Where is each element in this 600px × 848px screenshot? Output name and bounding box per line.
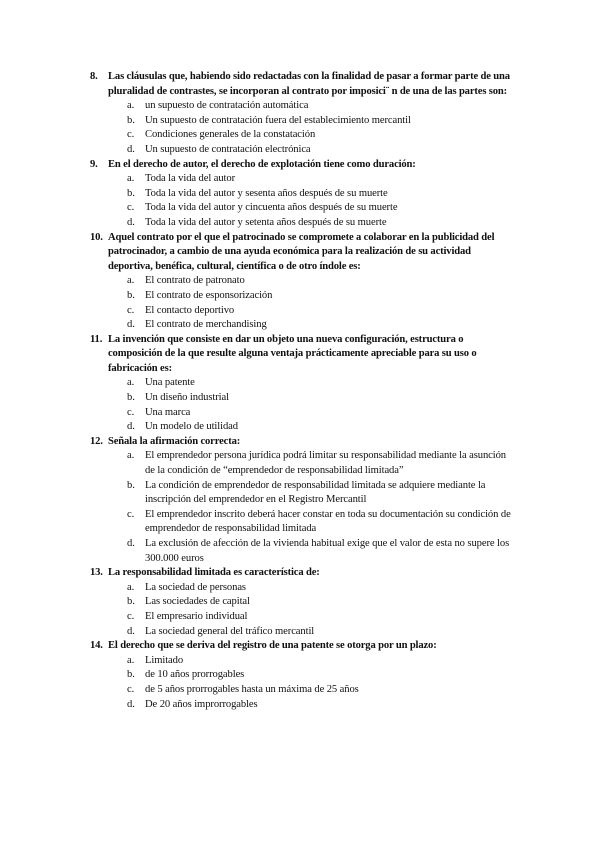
question-text: Aquel contrato por el que el patrocinado se compromete a colaborar en la publicidad del patrocinador, a cambio de una ayuda económica para la realización de su actividad deportiva, benéfica, cultural, científica o de otro índole es:: [108, 231, 495, 272]
option-letter: c.: [127, 610, 135, 622]
option-c: [0, 128, 600, 143]
option-c: [0, 610, 600, 625]
question-10: [0, 231, 600, 333]
question-number: 9.: [90, 158, 98, 170]
option-letter: b.: [127, 187, 135, 199]
option-a: [0, 274, 600, 289]
question-9: [0, 158, 600, 231]
option-text: La condición de emprendedor de responsabilidad limitada se adquiere mediante la inscripción del emprendedor en el Registro Mercantil: [145, 479, 486, 506]
option-letter: a.: [127, 581, 135, 593]
answer-options: [0, 172, 600, 230]
option-d: [0, 625, 600, 640]
exam-page: [0, 70, 600, 712]
option-letter: b.: [127, 479, 135, 491]
option-c: [0, 683, 600, 698]
option-d: [0, 537, 600, 566]
option-b: [0, 668, 600, 683]
option-text: Condiciones generales de la constatación: [145, 129, 316, 141]
option-letter: c.: [127, 406, 135, 418]
option-d: [0, 420, 600, 435]
option-d: [0, 698, 600, 713]
option-b: [0, 114, 600, 129]
option-letter: c.: [127, 683, 135, 695]
question-number: 8.: [90, 71, 98, 82]
option-text: El emprendedor inscrito deberá hacer constar en toda su documentación su condición de emprendedor de responsabilidad limitada: [145, 508, 511, 535]
question-header: [0, 639, 600, 654]
option-b: [0, 187, 600, 202]
option-text: de 5 años prorrogables hasta un máxima de 25 años: [145, 683, 359, 695]
question-header: [0, 435, 600, 450]
option-text: La exclusión de afección de la vivienda habitual exige que el valor de esta no supere los 300.000 euros: [145, 538, 510, 564]
option-text: El empresario individual: [145, 610, 248, 622]
option-letter: a.: [127, 173, 135, 185]
option-text: El contrato de patronato: [145, 275, 245, 287]
option-a: [0, 449, 600, 478]
question-header: [0, 231, 600, 275]
option-d: [0, 143, 600, 158]
option-b: [0, 479, 600, 508]
answer-options: [0, 99, 600, 157]
option-letter: a.: [127, 275, 135, 287]
question-number: 12.: [90, 435, 103, 447]
question-14: [0, 639, 600, 712]
question-header: [0, 158, 600, 173]
option-text: Una marca: [145, 406, 191, 418]
option-text: Las sociedades de capital: [145, 596, 250, 608]
option-text: El emprendedor persona jurídica podrá limitar su responsabilidad mediante la asunción de la condición de “emprendedor de responsabilidad limitada”: [145, 450, 506, 477]
question-13: [0, 566, 600, 639]
option-text: Un diseño industrial: [145, 392, 229, 404]
question-number: 14.: [90, 640, 103, 652]
question-text: El derecho que se deriva del registro de una patente se otorga por un plazo:: [108, 640, 437, 652]
option-b: [0, 391, 600, 406]
option-letter: d.: [127, 538, 135, 549]
option-letter: b.: [127, 669, 135, 681]
question-11: [0, 333, 600, 435]
option-letter: d.: [127, 319, 135, 331]
option-text: El contrato de merchandising: [145, 319, 267, 331]
answer-options: [0, 581, 600, 639]
option-b: [0, 289, 600, 304]
option-text: De 20 años improrrogables: [145, 698, 258, 710]
option-a: [0, 376, 600, 391]
question-text: Señala la afirmación correcta:: [108, 435, 241, 447]
option-letter: b.: [127, 114, 135, 126]
option-letter: c.: [127, 508, 135, 520]
question-text: La invención que consiste en dar un objeto una nueva configuración, estructura o composición de la que resulte alguna ventaja prácticamente apreciable para su uso o fabricación es:: [108, 333, 477, 374]
question-number: 13.: [90, 567, 103, 579]
question-text: La responsabilidad limitada es característica de:: [108, 567, 320, 579]
option-letter: d.: [127, 698, 135, 710]
option-b: [0, 595, 600, 610]
option-text: un supuesto de contratación automática: [145, 100, 309, 112]
option-c: [0, 304, 600, 319]
option-text: Toda la vida del autor y setenta años después de su muerte: [145, 216, 387, 228]
option-letter: a.: [127, 450, 135, 462]
option-text: La sociedad de personas: [145, 581, 246, 593]
option-a: [0, 654, 600, 669]
option-letter: a.: [127, 100, 135, 112]
question-number: 11.: [90, 333, 103, 345]
question-8: [0, 70, 600, 158]
option-c: [0, 201, 600, 216]
question-number: 10.: [90, 231, 103, 243]
option-c: [0, 508, 600, 537]
option-letter: b.: [127, 289, 135, 301]
option-text: Toda la vida del autor y cincuenta años después de su muerte: [145, 202, 398, 214]
option-text: El contacto deportivo: [145, 304, 235, 316]
question-text: En el derecho de autor, el derecho de explotación tiene como duración:: [108, 158, 416, 170]
option-letter: d.: [127, 216, 135, 228]
option-a: [0, 99, 600, 114]
option-text: Un modelo de utilidad: [145, 421, 238, 433]
question-12: [0, 435, 600, 566]
option-letter: b.: [127, 392, 135, 404]
option-letter: d.: [127, 143, 135, 155]
option-letter: c.: [127, 304, 135, 316]
option-letter: d.: [127, 421, 135, 433]
option-letter: c.: [127, 202, 135, 214]
option-letter: a.: [127, 377, 135, 389]
question-header: [0, 566, 600, 581]
answer-options: [0, 376, 600, 434]
option-d: [0, 318, 600, 333]
option-text: Una patente: [145, 377, 195, 389]
option-text: Toda la vida del autor y sesenta años después de su muerte: [145, 187, 388, 199]
option-text: El contrato de esponsorización: [145, 289, 273, 301]
option-a: [0, 172, 600, 187]
option-text: La sociedad general del tráfico mercantil: [145, 625, 315, 637]
answer-options: [0, 654, 600, 712]
option-text: Limitado: [145, 654, 184, 666]
option-text: Un supuesto de contratación electrónica: [145, 143, 311, 155]
option-text: Un supuesto de contratación fuera del establecimiento mercantil: [145, 114, 411, 126]
answer-options: [0, 274, 600, 332]
option-letter: b.: [127, 596, 135, 608]
question-header: [0, 70, 600, 99]
option-a: [0, 581, 600, 596]
option-d: [0, 216, 600, 231]
option-letter: a.: [127, 654, 135, 666]
answer-options: [0, 449, 600, 566]
question-header: [0, 333, 600, 377]
option-text: Toda la vida del autor: [145, 173, 236, 185]
option-c: [0, 406, 600, 421]
question-text: Las cláusulas que, habiendo sido redactadas con la finalidad de pasar a formar parte de una pluralidad de contrastes, se incorporan al contrato por imposici¨ n de una de las partes son:: [108, 71, 510, 97]
option-letter: d.: [127, 625, 135, 637]
option-letter: c.: [127, 129, 135, 141]
option-text: de 10 años prorrogables: [145, 669, 245, 681]
